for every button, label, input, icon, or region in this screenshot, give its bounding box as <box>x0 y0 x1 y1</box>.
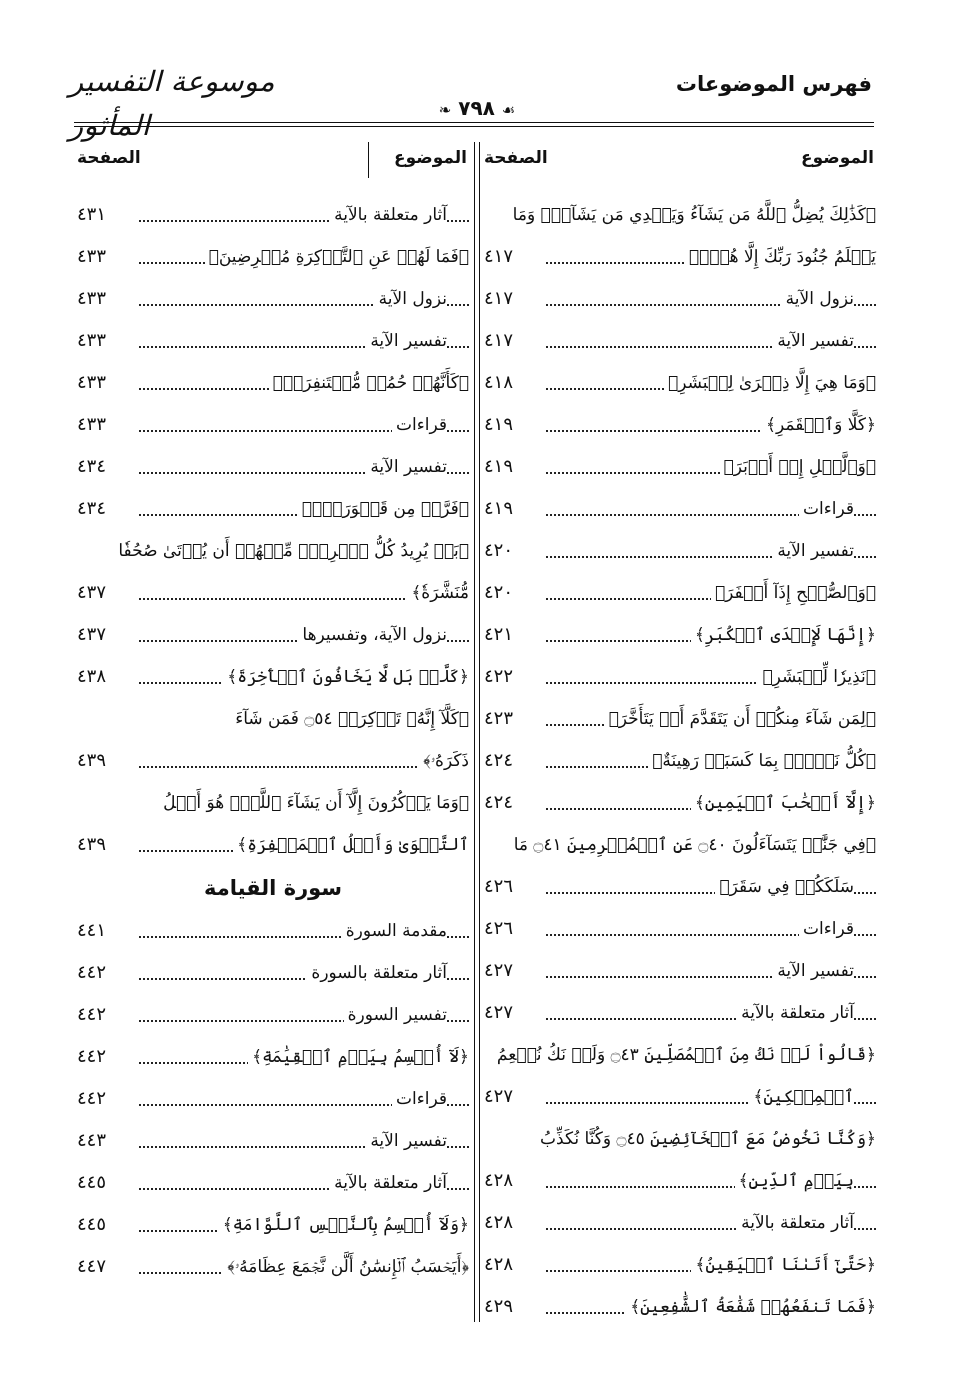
index-entry <box>484 782 876 824</box>
entry-page-number: ٤٢٧ <box>484 960 514 981</box>
topic-header: الموضوع <box>394 148 467 168</box>
index-entry <box>484 362 876 404</box>
index-entry <box>484 1076 876 1118</box>
ornament-icon: ☙ <box>501 101 516 119</box>
index-entry <box>77 1036 469 1078</box>
entry-page-number: ٤٢٠ <box>484 540 514 561</box>
entry-page-number: ٤٣٤ <box>77 456 107 477</box>
entry-title: آثار متعلقة بالآية <box>330 1162 447 1204</box>
index-entry <box>77 362 469 404</box>
entry-title: ﴿فَرَّتۡ مِن قَسۡوَرَةِۭ﴾ <box>298 488 469 530</box>
entry-title: ﴿فَمَا لَهُمۡ عَنِ ٱلتَّذۡكِرَةِ مُعۡرِضِينَ﴾ <box>205 236 469 278</box>
entry-page-number: ٤٢٦ <box>484 876 514 897</box>
entry-page-number: ٤٤٢ <box>77 1004 107 1025</box>
index-entry <box>77 1078 469 1120</box>
entry-title: تفسير الآية <box>773 950 854 992</box>
entry-title: مقدمة السورة <box>342 910 447 952</box>
index-entry <box>484 1244 876 1286</box>
index-entry <box>77 1162 469 1204</box>
index-entry <box>77 782 469 824</box>
entry-title: نزول الآية <box>375 278 447 320</box>
entry-title: تفسير السورة <box>344 994 447 1036</box>
entry-title: مُّنَشَّرَةٗ﴾ <box>407 572 469 614</box>
index-entry <box>77 404 469 446</box>
entry-title: ﴿وَكُنَّا نَخُوضُ مَعَ ٱلۡخَآئِضِينَ ۝٤٥ وَكُنَّا نُكَذِّبُ <box>536 1118 876 1160</box>
index-column-left <box>77 138 469 1288</box>
entry-title: تفسير الآية <box>366 320 447 362</box>
index-entry <box>484 320 876 362</box>
entry-title: آثار متعلقة بالآية <box>737 992 854 1034</box>
entry-page-number: ٤٣٣ <box>77 246 107 267</box>
page-header: الصفحة <box>484 148 548 168</box>
page-number <box>417 96 537 120</box>
entry-title: ﴿كَلَّا وَٱلۡقَمَرِ﴾ <box>762 404 876 446</box>
entry-title: يَعۡلَمُ جُنُودَ رَبِّكَ إِلَّا هُوَۚ﴾ <box>685 236 876 278</box>
column-divider <box>479 142 480 1322</box>
index-entry <box>484 1202 876 1244</box>
entry-title: ٱلۡمِسۡكِينَ﴾ <box>749 1076 854 1118</box>
entry-page-number: ٤٣٣ <box>77 330 107 351</box>
index-entry <box>484 908 876 950</box>
index-entry <box>484 1286 876 1328</box>
index-entry <box>77 656 469 698</box>
index-entry <box>484 446 876 488</box>
entry-title: ﴿إِنَّهَا لَإِحۡدَى ٱلۡكُبَرِ﴾ <box>691 614 876 656</box>
index-entry <box>77 994 469 1036</box>
entry-title: تفسير الآية <box>773 320 854 362</box>
index-entry <box>484 824 876 866</box>
entry-title: تفسير الآية <box>366 1120 447 1162</box>
entry-title: تفسير الآية <box>773 530 854 572</box>
index-entry <box>77 572 469 614</box>
entry-page-number: ٤٣٣ <box>77 288 107 309</box>
index-entry <box>484 866 876 908</box>
entry-page-number: ٤٤٢ <box>77 962 107 983</box>
entry-title: ﴿نَذِيرٗا لِّلۡبَشَرِ﴾ <box>758 656 876 698</box>
index-entry <box>77 1204 469 1246</box>
index-entry <box>77 698 469 740</box>
entry-title: بِيَوۡمِ ٱلدِّينِ﴾ <box>735 1160 854 1202</box>
entry-page-number: ٤٣٨ <box>77 666 107 687</box>
entry-title: ﴿وَٱلصُّبۡحِ إِذَآ أَسۡفَرَ﴾ <box>711 572 876 614</box>
index-entry <box>77 614 469 656</box>
header-rule <box>74 126 874 127</box>
index-entry <box>484 530 876 572</box>
entry-title: ﴿قَالُواْ لَمۡ نَكُ مِنَ ٱلۡمُصَلِّينَ ۝٤٣ وَلَمۡ نَكُ نُطۡعِمُ <box>493 1034 876 1076</box>
entry-page-number: ٤٢٢ <box>484 666 514 687</box>
entry-title: ﴿أَيَحۡسَبُ ٱلۡإِنسَٰنُ أَلَّن نَّجۡمَعَ عِظَامَهُۥ﴾ <box>223 1246 469 1288</box>
entry-page-number: ٤٢٨ <box>484 1170 514 1191</box>
index-entry <box>484 1118 876 1160</box>
index-entry <box>484 656 876 698</box>
entry-title: ﴿وَلَآ أُقۡسِمُ بِٱلنَّفۡسِ ٱللَّوَّامَةِ﴾ <box>219 1204 469 1246</box>
book-title-text: موسوعة التفسير المأثور <box>69 65 275 142</box>
index-entry <box>484 698 876 740</box>
entry-title: ﴿وَٱلَّيۡلِ إِذۡ أَدۡبَرَ﴾ <box>720 446 876 488</box>
page-number-text: ٧٩٨ <box>458 96 495 120</box>
entry-page-number: ٤١٧ <box>484 288 514 309</box>
entry-page-number: ٤٢٧ <box>484 1002 514 1023</box>
entry-title: ﴿حَتَّىٰٓ أَتَىٰنَا ٱلۡيَقِينُ﴾ <box>691 1244 876 1286</box>
entry-title: ﴿كُلُّ نَفۡسِۭ بِمَا كَسَبَتۡ رَهِينَةٌ﴾ <box>648 740 876 782</box>
index-entry <box>484 992 876 1034</box>
entry-page-number: ٤٤٥ <box>77 1172 107 1193</box>
entry-page-number: ٤٣٣ <box>77 414 107 435</box>
index-entry <box>484 572 876 614</box>
entry-title: ﴿كَأَنَّهُمۡ حُمُرٞ مُّسۡتَنفِرَةٞ﴾ <box>269 362 469 404</box>
entry-title: آثار متعلقة بالآية <box>330 194 447 236</box>
entry-title: قراءات <box>799 908 854 950</box>
index-entries <box>77 194 469 866</box>
entry-title: تفسير الآية <box>366 446 447 488</box>
entry-title: ﴿إِلَّآ أَصۡحَٰبَ ٱلۡيَمِينِ﴾ <box>691 782 876 824</box>
index-entry <box>77 740 469 782</box>
entry-page-number: ٤٤٢ <box>77 1046 107 1067</box>
index-entry <box>484 488 876 530</box>
entry-page-number: ٤٢٨ <box>484 1212 514 1233</box>
entry-title: قراءات <box>392 1078 447 1120</box>
entry-page-number: ٤١٩ <box>484 414 514 435</box>
book-title <box>69 60 275 142</box>
entry-page-number: ٤٣٩ <box>77 750 107 771</box>
header-divider <box>368 142 369 178</box>
entry-page-number: ٤٢٠ <box>484 582 514 603</box>
entry-page-number: ٤٣٩ <box>77 834 107 855</box>
index-entry <box>484 236 876 278</box>
entry-title: قراءات <box>392 404 447 446</box>
entry-page-number: ٤٣٣ <box>77 372 107 393</box>
entry-page-number: ٤٢٨ <box>484 1254 514 1275</box>
index-entry <box>77 824 469 866</box>
index-entry <box>484 1160 876 1202</box>
index-entry <box>484 950 876 992</box>
entry-page-number: ٤٤٥ <box>77 1214 107 1235</box>
column-header <box>484 138 876 178</box>
entry-page-number: ٤٣٧ <box>77 582 107 603</box>
topic-header: الموضوع <box>801 148 874 168</box>
entry-title: ﴿كَلَّاۖ بَل لَّا يَخَافُونَ ٱلۡأٓخِرَةَ﴾ <box>223 656 469 698</box>
entry-page-number: ٤٤١ <box>77 920 107 941</box>
surah-title: سورة القيامة <box>203 876 342 900</box>
index-entry <box>77 910 469 952</box>
index-entry <box>77 1120 469 1162</box>
entry-page-number: ٤٤٧ <box>77 1256 107 1277</box>
index-entry <box>484 1034 876 1076</box>
ornament-icon: ❧ <box>438 101 452 119</box>
entry-title: قراءات <box>799 488 854 530</box>
index-entry <box>484 278 876 320</box>
entry-page-number: ٤١٧ <box>484 330 514 351</box>
index-column-right <box>484 138 876 1328</box>
index-entries <box>484 194 876 1328</box>
entry-page-number: ٤١٧ <box>484 246 514 267</box>
entry-page-number: ٤٣٧ <box>77 624 107 645</box>
entry-title: سَلَكَكُمۡ فِي سَقَرَ﴾ <box>715 866 854 908</box>
entry-title: ﴿كَلَّآ إِنَّهُۥ تَذۡكِرَةٞ ۝٥٤ فَمَن شَآءَ <box>231 698 469 740</box>
index-entry <box>484 740 876 782</box>
entry-page-number: ٤١٨ <box>484 372 514 393</box>
entry-title: ﴿فِي جَنَّٰتٖ يَتَسَآءَلُونَ ۝٤٠ عَنِ ٱلۡمُجۡرِمِينَ ۝٤١ مَا <box>510 824 876 866</box>
column-header <box>77 138 469 178</box>
index-entry <box>77 278 469 320</box>
page-header: الصفحة <box>77 148 141 168</box>
column-divider <box>474 142 475 1322</box>
entry-title: ذَكَرَهُۥ﴾ <box>419 740 469 782</box>
entry-title: آثار متعلقة بالآية <box>737 1202 854 1244</box>
entry-title: ﴿فَمَا تَنفَعُهُمۡ شَفَٰعَةُ ٱلشَّٰفِعِينَ﴾ <box>626 1286 876 1328</box>
entry-page-number: ٤٢٧ <box>484 1086 514 1107</box>
index-entries <box>77 910 469 1288</box>
entry-title: ﴿كَذَٰلِكَ يُضِلُّ ٱللَّهُ مَن يَشَآءُ وَيَهۡدِي مَن يَشَآءُۚ وَمَا <box>509 194 876 236</box>
entry-title: ﴿بَلۡ يُرِيدُ كُلُّ ٱمۡرِيٕٖ مِّنۡهُمۡ أَن يُؤۡتَىٰ صُحُفٗا <box>114 530 469 572</box>
header-rule <box>74 122 874 123</box>
entry-page-number: ٤٢٤ <box>484 750 514 771</box>
index-entry <box>484 614 876 656</box>
entry-page-number: ٤٣١ <box>77 204 107 225</box>
entry-title: ﴿لَآ أُقۡسِمُ بِيَوۡمِ ٱلۡقِيَٰمَةِ﴾ <box>248 1036 469 1078</box>
entry-title: ﴿وَمَا هِيَ إِلَّا ذِكۡرَىٰ لِلۡبَشَرِ﴾ <box>664 362 876 404</box>
index-entry <box>484 404 876 446</box>
entry-title: ﴿وَمَا يَذۡكُرُونَ إِلَّآ أَن يَشَآءَ ٱللَّهُۚ هُوَ أَهۡلُ <box>159 782 469 824</box>
entry-page-number: ٤٣٤ <box>77 498 107 519</box>
index-entry <box>77 236 469 278</box>
entry-page-number: ٤٢٣ <box>484 708 514 729</box>
entry-page-number: ٤٢٦ <box>484 918 514 939</box>
entry-title: ٱلتَّقۡوَىٰ وَأَهۡلُ ٱلۡمَغۡفِرَةِ﴾ <box>233 824 469 866</box>
entry-page-number: ٤١٩ <box>484 456 514 477</box>
index-entry <box>77 952 469 994</box>
index-entry <box>77 1246 469 1288</box>
index-entry <box>77 446 469 488</box>
index-entry <box>77 194 469 236</box>
entry-title: آثار متعلقة بالسورة <box>307 952 447 994</box>
entry-page-number: ٤٢٤ <box>484 792 514 813</box>
entry-page-number: ٤٢١ <box>484 624 514 645</box>
index-entry <box>77 320 469 362</box>
entry-title: نزول الآية <box>782 278 854 320</box>
index-entry <box>484 194 876 236</box>
entry-page-number: ٤٤٢ <box>77 1088 107 1109</box>
entry-title: نزول الآية، وتفسيرها <box>298 614 447 656</box>
entry-page-number: ٤٤٣ <box>77 1130 107 1151</box>
entry-page-number: ٤١٩ <box>484 498 514 519</box>
section-title: فهرس الموضوعات <box>675 72 872 96</box>
entry-page-number: ٤٢٩ <box>484 1296 514 1317</box>
entry-title: ﴿لِمَن شَآءَ مِنكُمۡ أَن يَتَقَدَّمَ أَوۡ يَتَأَخَّرَ﴾ <box>605 698 876 740</box>
index-entry <box>77 488 469 530</box>
index-entry <box>77 530 469 572</box>
